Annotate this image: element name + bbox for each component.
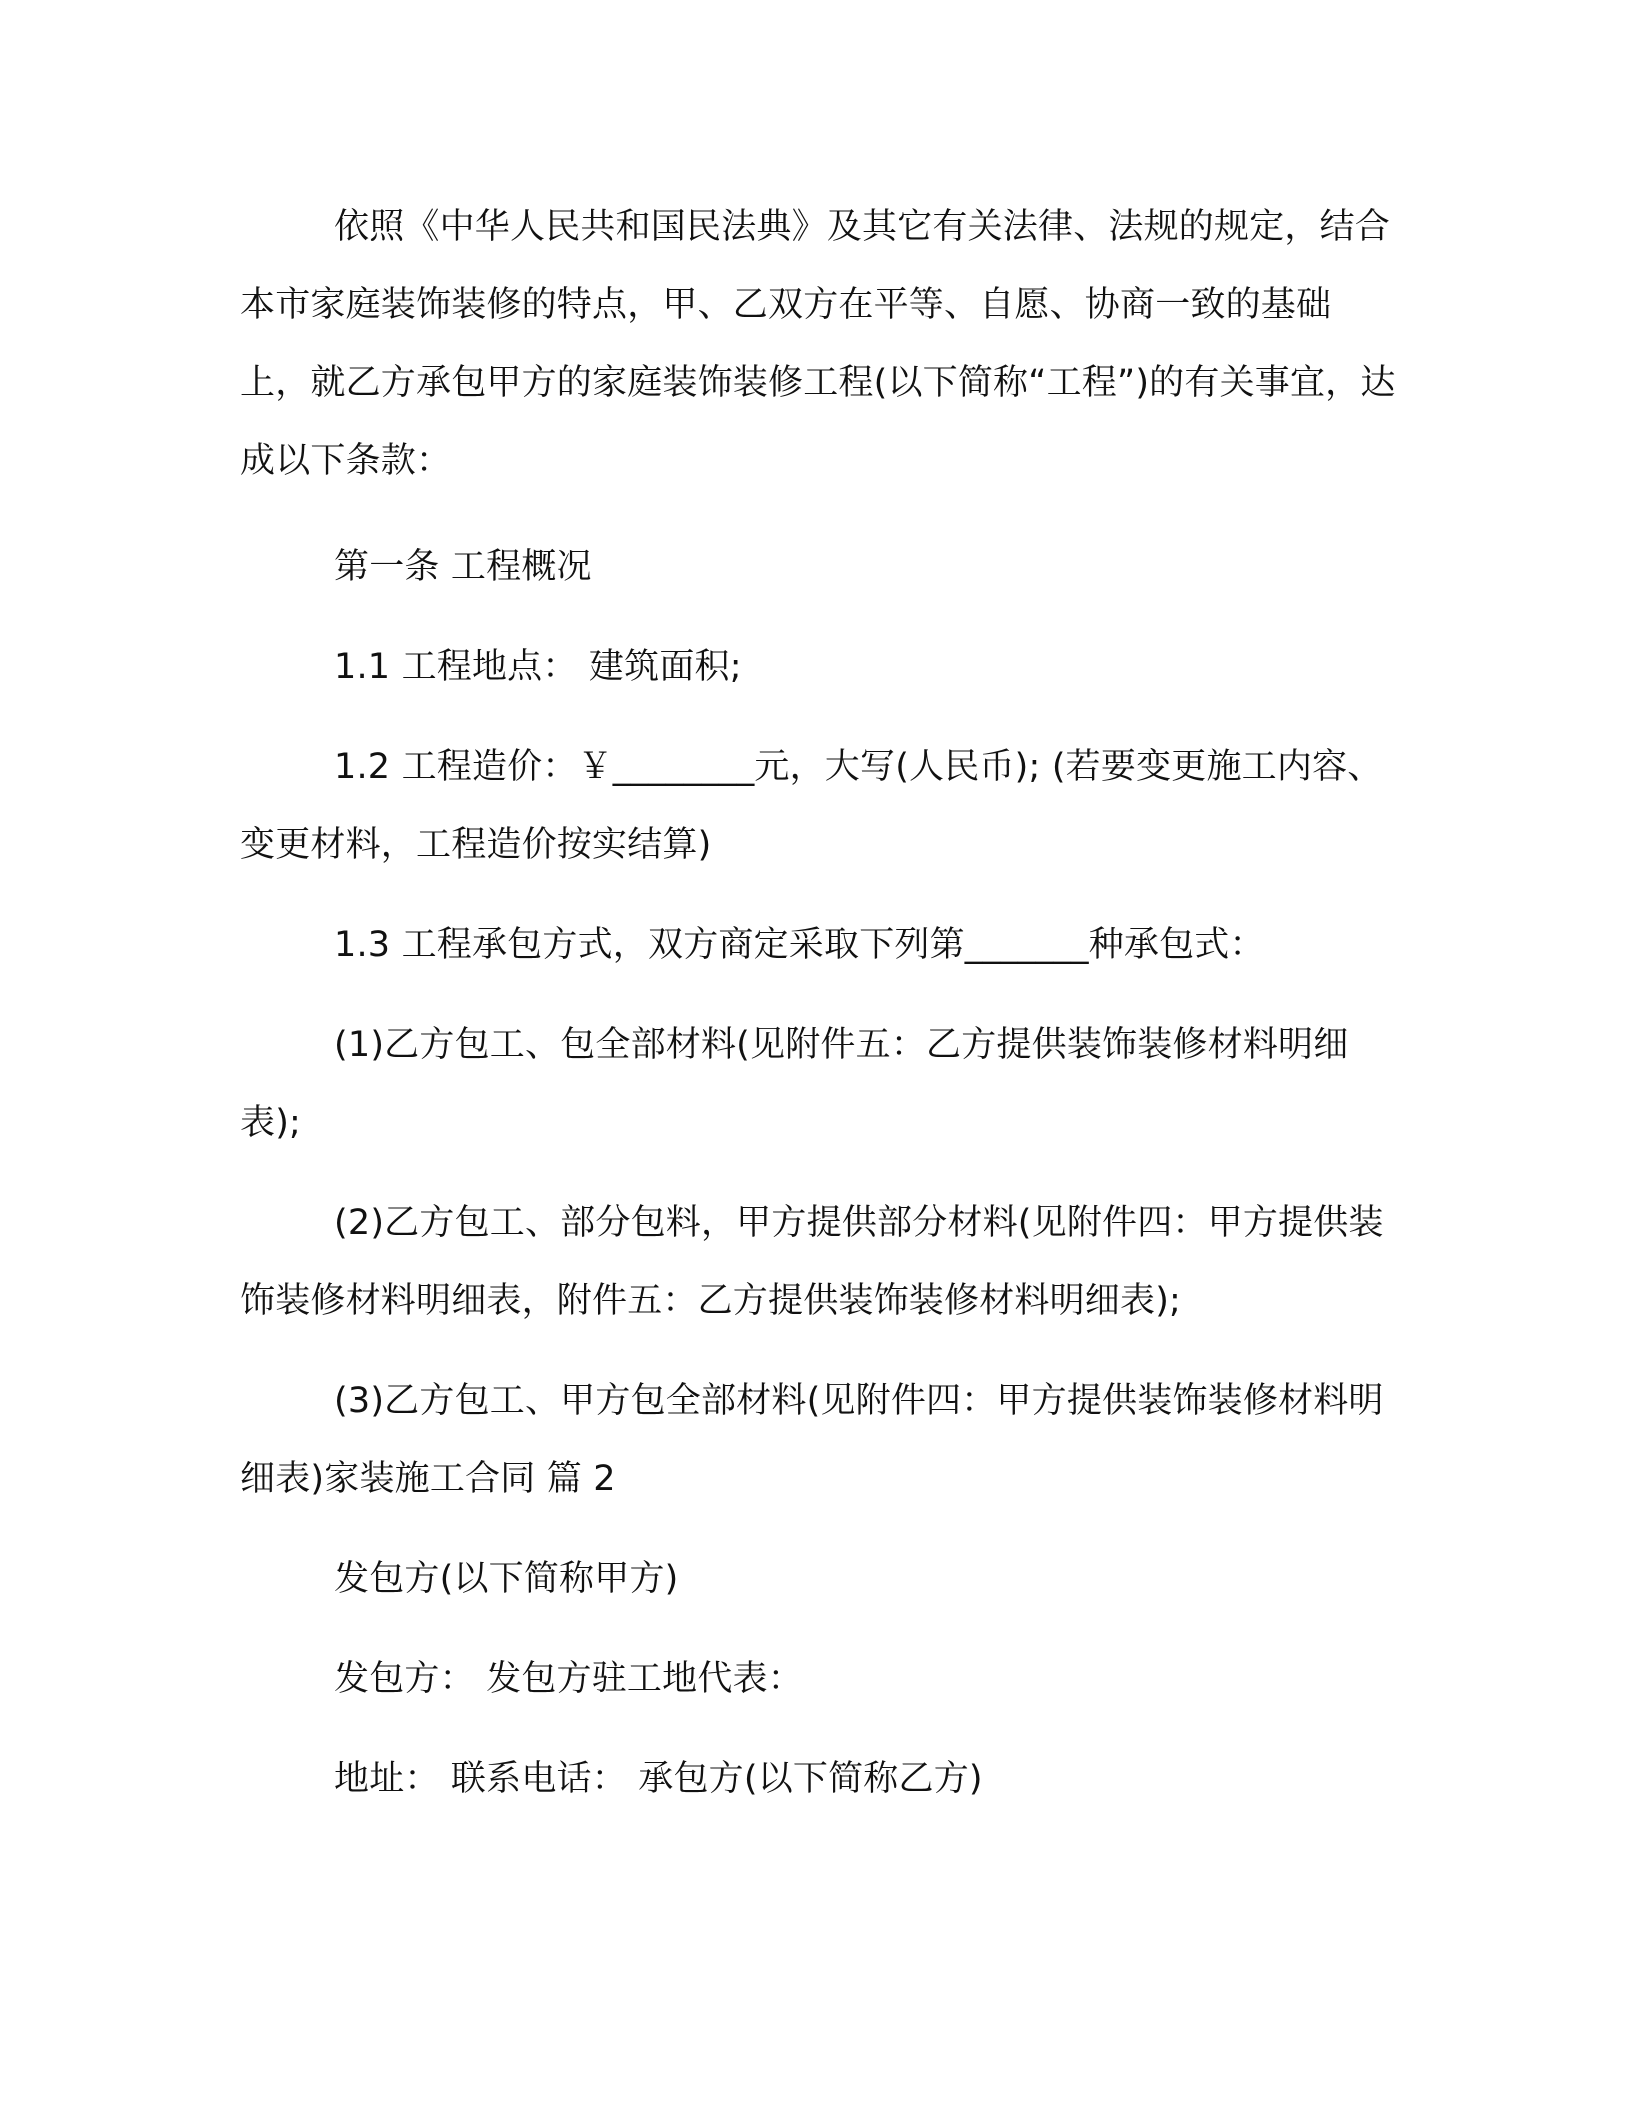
option-1: (1)乙方包工、包全部材料(见附件五：乙方提供装饰装修材料明细表); bbox=[240, 1025, 1349, 1143]
employer-heading: 发包方(以下简称甲方) bbox=[334, 1559, 679, 1599]
document-body bbox=[240, 188, 1400, 1818]
intro-paragraph: 依照《中华人民共和国民法典》及其它有关法律、法规的规定，结合本市家庭装饰装修的特点，甲、乙双方在平等、自愿、协商一致的基础上，就乙方承包甲方的家庭装饰装修工程(以下简称“工程”)的有关事宜，达成以下条款： bbox=[240, 207, 1396, 481]
clause-1-3: 1.3 工程承包方式，双方商定采取下列第_______种承包式： bbox=[334, 925, 1265, 965]
clause-1-2: 1.2 工程造价：￥________元，大写(人民币); (若要变更施工内容、变更材料，工程造价按实结算) bbox=[240, 747, 1383, 865]
option-3: (3)乙方包工、甲方包全部材料(见附件四：甲方提供装饰装修材料明细表)家装施工合同 篇 2 bbox=[240, 1381, 1384, 1499]
article-1-heading: 第一条 工程概况 bbox=[334, 547, 592, 587]
option-2: (2)乙方包工、部分包料，甲方提供部分材料(见附件四：甲方提供装饰装修材料明细表，附件五：乙方提供装饰装修材料明细表); bbox=[240, 1203, 1384, 1321]
employer-info: 发包方： 发包方驻工地代表： bbox=[334, 1659, 803, 1699]
clause-1-1: 1.1 工程地点： 建筑面积; bbox=[334, 647, 742, 687]
contact-info: 地址： 联系电话： 承包方(以下简称乙方) bbox=[334, 1759, 983, 1799]
